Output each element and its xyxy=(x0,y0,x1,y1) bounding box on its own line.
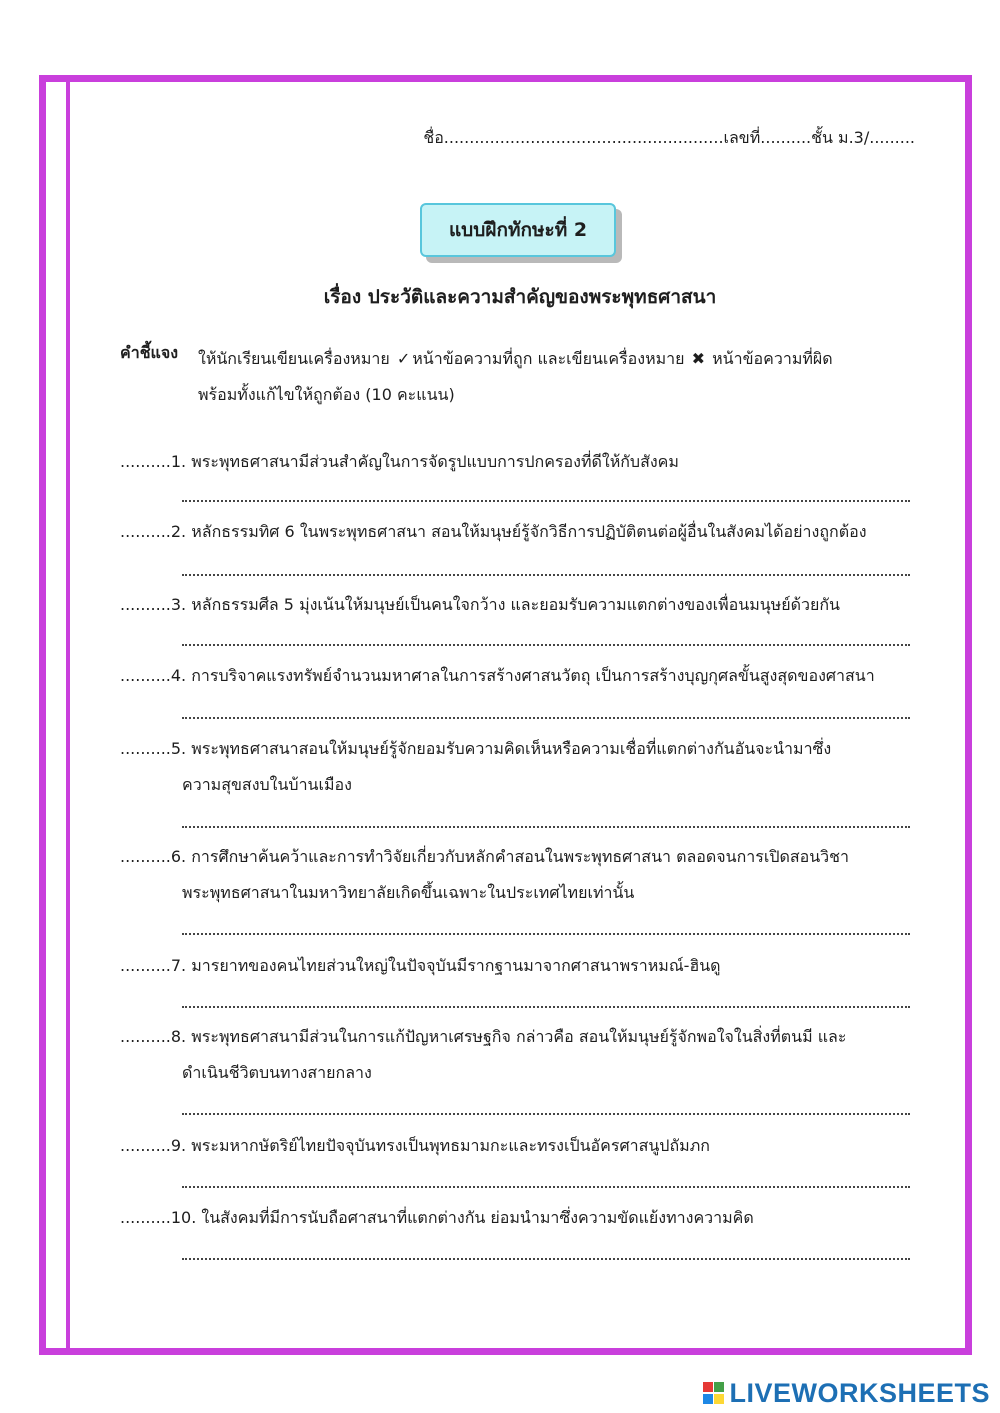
instructions-part1: ให้นักเรียนเขียนเครื่องหมาย xyxy=(198,349,390,368)
cross-mark-icon: ✖ xyxy=(691,349,706,368)
instructions-part3: หน้าข้อความที่ผิด xyxy=(712,349,833,368)
list-item xyxy=(120,1019,940,1091)
list-item xyxy=(120,731,940,803)
answer-line[interactable] xyxy=(182,1113,910,1115)
answer-line[interactable] xyxy=(182,826,910,828)
item-text: พระพุทธศาสนาสอนให้มนุษย์รู้จักยอมรับความคิดเห็นหรือความเชื่อที่แตกต่างกันอันจะนำมาซึ่ง xyxy=(191,739,832,758)
check-mark-icon: ✓ xyxy=(396,349,411,368)
item-text: พระมหากษัตริย์ไทยปัจจุบันทรงเป็นพุทธมามกะและทรงเป็นอัครศาสนูปถัมภก xyxy=(191,1136,710,1155)
item-answer-blank[interactable]: ..........7. xyxy=(120,956,187,975)
item-text: พระพุทธศาสนามีส่วนในการแก้ปัญหาเศรษฐกิจ กล่าวคือ สอนให้มนุษย์รู้จักพอใจในสิ่งที่ตนมี และ xyxy=(191,1027,847,1046)
list-item xyxy=(120,1128,940,1164)
item-answer-blank[interactable]: ..........9. xyxy=(120,1136,187,1155)
answer-line[interactable] xyxy=(182,500,910,502)
answer-line[interactable] xyxy=(182,1258,910,1260)
logo-text: LIVEWORKSHEETS xyxy=(729,1377,990,1408)
item-text: ในสังคมที่มีการนับถือศาสนาที่แตกต่างกัน ย่อมนำมาซึ่งความขัดแย้งทางความคิด xyxy=(201,1208,754,1227)
list-item xyxy=(120,658,940,694)
worksheet-title-box xyxy=(420,203,616,257)
list-item xyxy=(120,1200,940,1236)
instructions-text xyxy=(198,341,908,413)
worksheet-title: แบบฝึกทักษะที่ 2 xyxy=(448,219,588,241)
instructions-line2: พร้อมทั้งแก้ไขให้ถูกต้อง (10 คะแนน) xyxy=(198,385,455,404)
item-text: การบริจาคแรงทรัพย์จำนวนมหาศาลในการสร้างศาสนวัตถุ เป็นการสร้างบุญกุศลขั้นสูงสุดของศาสนา xyxy=(191,666,875,685)
item-answer-blank[interactable]: ..........3. xyxy=(120,595,187,614)
item-answer-blank[interactable]: ..........2. xyxy=(120,522,187,541)
item-text: มารยาทของคนไทยส่วนใหญ่ในปัจจุบันมีรากฐานมาจากศาสนาพราหมณ์-ฮินดู xyxy=(191,956,721,975)
list-item xyxy=(120,948,940,984)
list-item xyxy=(120,587,940,623)
item-answer-blank[interactable]: ..........4. xyxy=(120,666,187,685)
item-answer-blank[interactable]: ..........10. xyxy=(120,1208,197,1227)
instructions-label: คำชี้แจง xyxy=(120,343,179,362)
item-text: พระพุทธศาสนามีส่วนสำคัญในการจัดรูปแบบการปกครองที่ดีให้กับสังคม xyxy=(191,452,679,471)
answer-line[interactable] xyxy=(182,1006,910,1008)
page-border-inner-line xyxy=(66,82,70,1348)
item-text: หลักธรรมทิศ 6 ในพระพุทธศาสนา สอนให้มนุษย์รู้จักวิธีการปฏิบัติตนต่อผู้อื่นในสังคมได้อย่างถูกต้อง xyxy=(191,522,867,541)
item-text: การศึกษาค้นคว้าและการทำวิจัยเกี่ยวกับหลักคำสอนในพระพุทธศาสนา ตลอดจนการเปิดสอนวิชา xyxy=(191,847,849,866)
answer-line[interactable] xyxy=(182,933,910,935)
item-answer-blank[interactable]: ..........1. xyxy=(120,452,187,471)
item-text: หลักธรรมศีล 5 มุ่งเน้นให้มนุษย์เป็นคนใจกว้าง และยอมรับความแตกต่างของเพื่อนมนุษย์ด้วยกัน xyxy=(191,595,840,614)
item-text-continued: พระพุทธศาสนาในมหาวิทยาลัยเกิดขึ้นเฉพาะในประเทศไทยเท่านั้น xyxy=(182,883,635,902)
student-info-line: ชื่อ.......................................................เลขที่..........ชั้น ม.3/......... xyxy=(423,128,915,147)
item-answer-blank[interactable]: ..........5. xyxy=(120,739,187,758)
instructions-part2: หน้าข้อความที่ถูก และเขียนเครื่องหมาย xyxy=(412,349,685,368)
subject-heading: เรื่อง ประวัติและความสำคัญของพระพุทธศาสนา xyxy=(323,286,717,308)
item-text-continued: ความสุขสงบในบ้านเมือง xyxy=(182,775,352,794)
answer-line[interactable] xyxy=(182,717,910,719)
liveworksheets-logo xyxy=(703,1378,990,1408)
item-answer-blank[interactable]: ..........6. xyxy=(120,847,187,866)
item-text-continued: ดำเนินชีวิตบนทางสายกลาง xyxy=(182,1063,372,1082)
answer-line[interactable] xyxy=(182,644,910,646)
item-answer-blank[interactable]: ..........8. xyxy=(120,1027,187,1046)
logo-icon xyxy=(703,1382,725,1404)
list-item xyxy=(120,514,940,550)
list-item xyxy=(120,839,940,911)
list-item xyxy=(120,444,940,480)
answer-line[interactable] xyxy=(182,574,910,576)
answer-line[interactable] xyxy=(182,1186,910,1188)
